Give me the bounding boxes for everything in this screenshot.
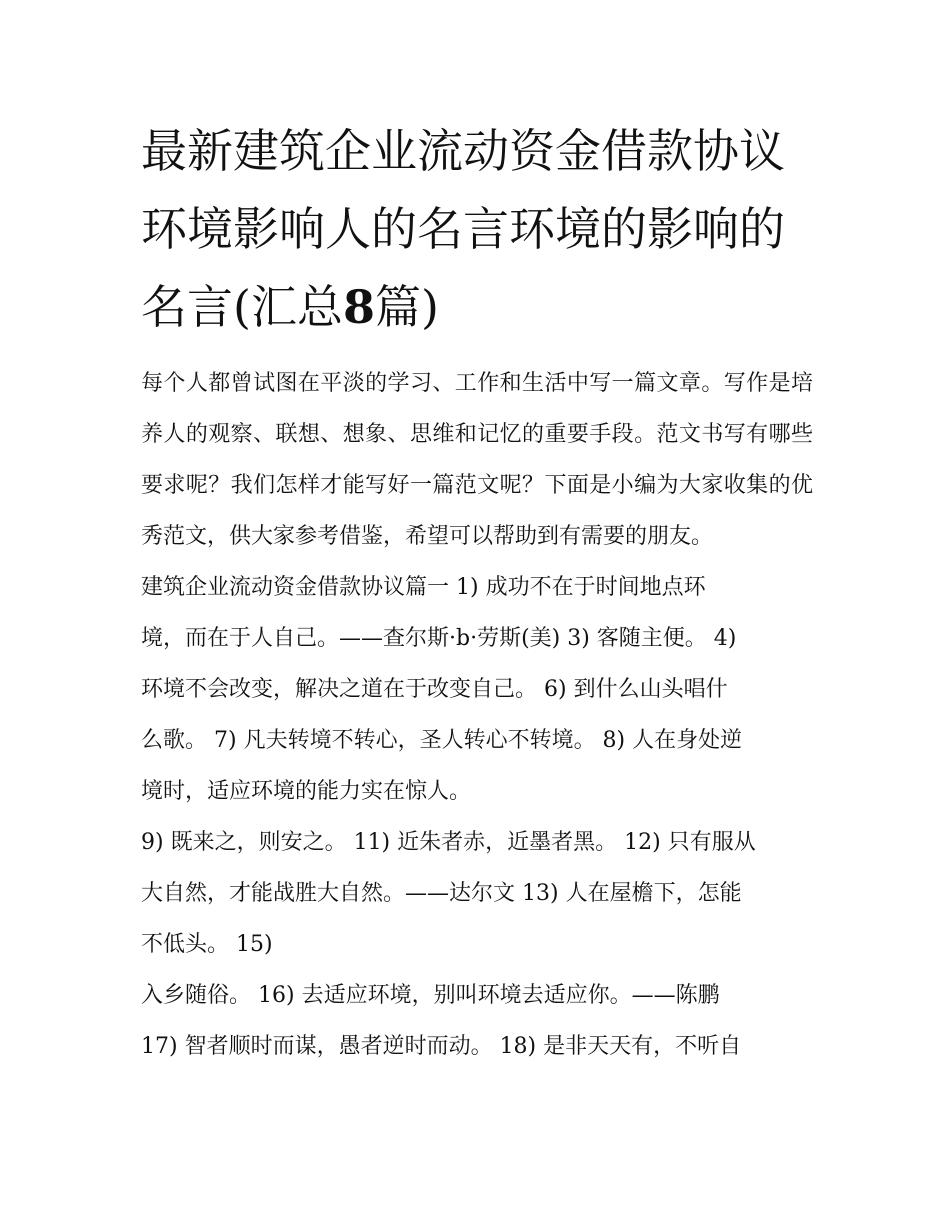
paragraph-line: 建筑企业流动资金借款协议篇一 1) 成功不在于时间地点环 — [141, 575, 706, 600]
paragraph-line: 入乡随俗。 16) 去适应环境，别叫环境去适应你。——陈鹏 — [141, 983, 720, 1008]
title-text: 最新建筑企业流动资金借款协议 环境影响人的名言环境的影响的名言(汇总 — [141, 124, 785, 334]
document-title — [141, 112, 813, 346]
paragraph-line: 么歌。 7) 凡夫转境不转心，圣人转心不转境。 8) 人在身处逆 — [141, 728, 743, 753]
title-number: 8 — [342, 280, 375, 334]
quotes-paragraph-3 — [141, 970, 813, 1072]
paragraph-line: 大自然，才能战胜大自然。——达尔文 13) 人在屋檐下，怎能 — [141, 881, 742, 906]
paragraph-line: 环境不会改变，解决之道在于改变自己。 6) 到什么山头唱什 — [141, 677, 728, 702]
paragraph-line: 9) 既来之，则安之。 11) 近朱者赤，近墨者黑。 12) 只有服从 — [141, 830, 756, 855]
intro-paragraph: 每个人都曾试图在平淡的学习、工作和生活中写一篇文章。写作是培养人的观察、联想、想象、思维和记忆的重要手段。范文书写有哪些要求呢？我们怎样才能写好一篇范文呢？下面是小编为大家收集的优秀范文，供大家参考借鉴，希望可以帮助到有需要的朋友。 — [141, 371, 813, 549]
document-page — [141, 112, 813, 1072]
paragraph-line: 不低头。 15) — [141, 932, 273, 957]
quotes-paragraph-1 — [141, 562, 813, 817]
paragraph-line: 17) 智者顺时而谋，愚者逆时而动。 18) 是非天天有，不听自 — [141, 1034, 742, 1059]
paragraph-line: 境时，适应环境的能力实在惊人。 — [141, 779, 472, 804]
title-suffix: 篇) — [374, 280, 439, 334]
paragraph-line: 境，而在于人自己。——查尔斯·b·劳斯(美) 3) 客随主便。 4) — [141, 626, 737, 651]
quotes-paragraph-2 — [141, 817, 813, 970]
